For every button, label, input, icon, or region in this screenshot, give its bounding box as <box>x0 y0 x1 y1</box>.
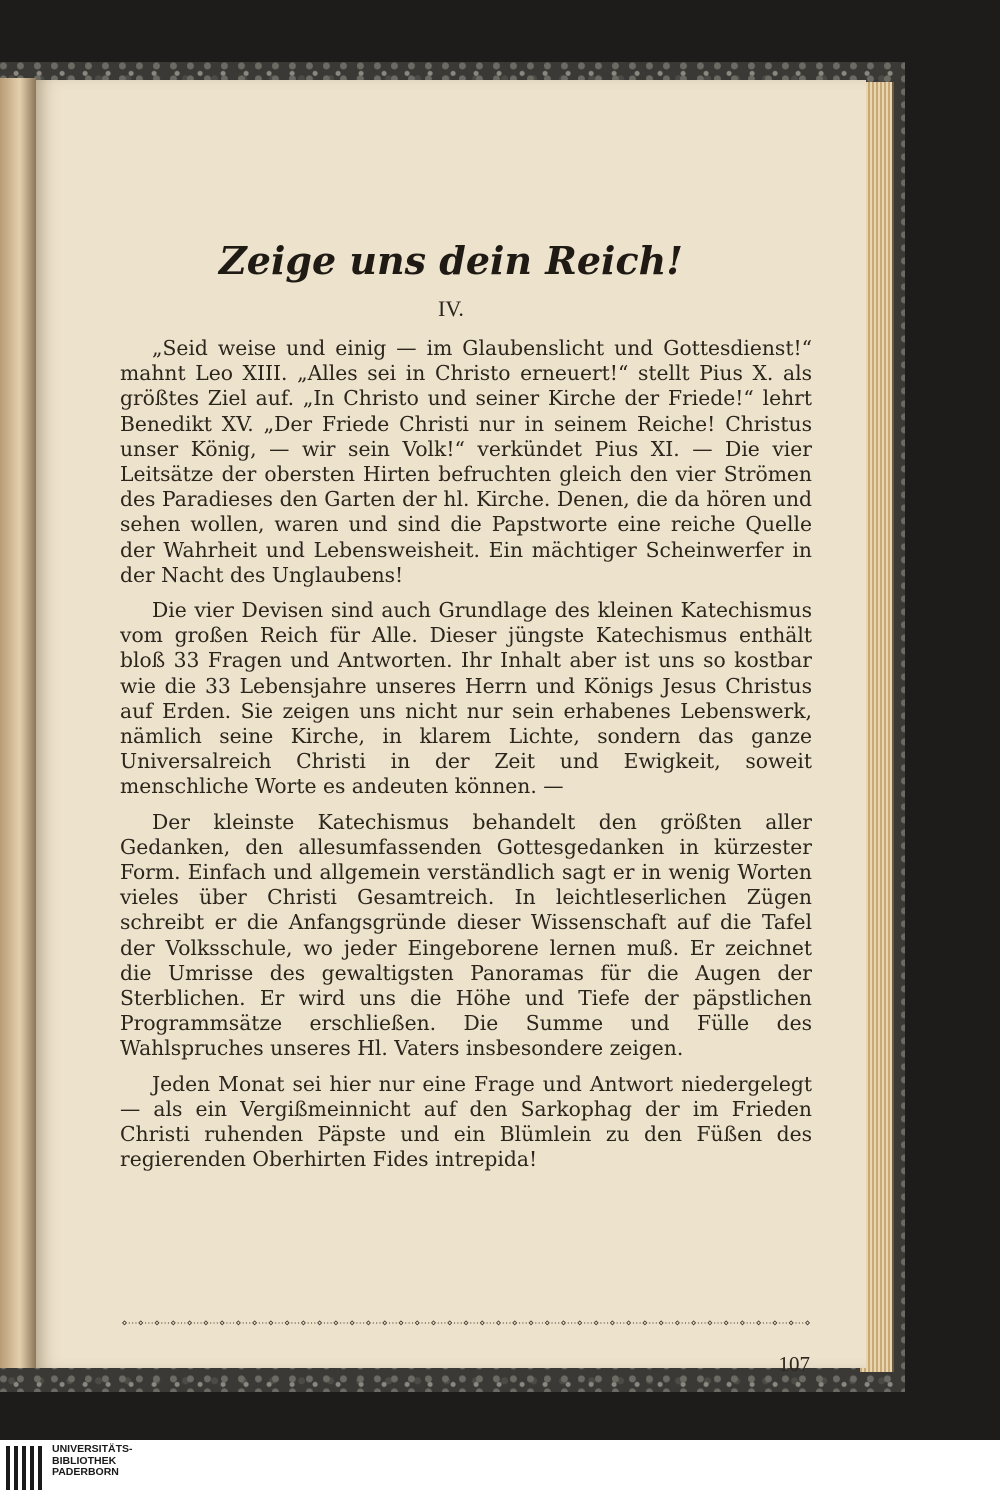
book-page <box>36 80 866 1376</box>
library-logo-icon <box>6 1446 46 1490</box>
paragraph-3: Der kleinste Katechismus behandelt den größten aller Gedanken, den allesumfassenden Gottesgedanken in kürzester Form. Einfach und allgemein verständlich sagt er in wenig Worten vieles über Christi Gesamtreich. In leichtleserlichen Zügen schreibt er die Anfangsgründe dieser Wissenschaft auf die Tafel der Volksschule, wo jeder Eingeborene lernen muß. Er zeichnet die Umrisse des gewaltigsten Panoramas für die Augen der Sterblichen. Er wird uns die Höhe und Tiefe der päpstlichen Programmsätze erschließen. Die Summe und Fülle des Wahlspruches unseres Hl. Vaters insbesondere zeigen. <box>120 809 812 1061</box>
paragraph-4: Jeden Monat sei hier nur eine Frage und Antwort niedergelegt — als ein Vergißmeinnicht auf den Sarkophag der im Frieden Christi ruhenden Päpste und ein Blümlein zu den Füßen des regierenden Oberhirten Fides intrepida! <box>120 1071 812 1172</box>
paragraph-1: „Seid weise und einig — im Glaubenslicht und Gottesdienst!“ mahnt Leo XIII. „Alles sei in Christo erneuert!“ stellt Pius X. als größtes Ziel auf. „In Christo und seiner Kirche der Friede!“ lehrt Benedikt XV. „Der Friede Christi nur in seinem Reiche! Christus unser König, — wir sein Volk!“ verkündet Pius XI. — Die vier Leitsätze der obersten Hirten befruchten gleich den vier Strömen des Paradieses den Garten der hl. Kirche. Denen, die da hören und sehen wollen, waren und sind die Papstworte eine reiche Quelle der Wahrheit und Lebensweisheit. Ein mächtiger Scheinwerfer in der Nacht des Unglaubens! <box>120 336 812 587</box>
body-text <box>120 336 812 1183</box>
library-name-line3: PADERBORN <box>52 1466 119 1478</box>
paragraph-2: Die vier Devisen sind auch Grundlage des kleinen Katechismus vom großen Reich für Alle. Dieser jüngste Katechismus enthält bloß 33 Fragen und Antworten. Ihr Inhalt aber ist uns so kostbar wie die 33 Lebensjahre unseres Herrn und Königs Jesus Christus auf Erden. Sie zeigen uns nicht nur sein erhabenes Lebenswerk, nämlich seine Kirche, in klarem Lichte, sondern das ganze Universalreich Christi in der Zeit und Ewigkeit, soweit menschliche Worte es andeuten können. — <box>120 598 812 799</box>
library-name <box>52 1444 133 1479</box>
library-name-line2: BIBLIOTHEK <box>52 1454 117 1467</box>
left-page-edge <box>0 78 36 1368</box>
library-name-line1: UNIVERSITÄTS- <box>52 1443 133 1455</box>
section-numeral: IV. <box>438 296 464 321</box>
ornament-divider: ⋄⋯⋄⋯⋄⋯⋄⋯⋄⋯⋄⋯⋄⋯⋄⋯⋄⋯⋄⋯⋄⋯⋄⋯⋄⋯⋄⋯⋄⋯⋄⋯⋄⋯⋄⋯⋄⋯⋄⋯⋄⋯⋄⋯⋄⋯⋄⋯⋄⋯⋄⋯⋄⋯⋄⋯⋄⋯⋄⋯⋄⋯⋄⋯⋄⋯⋄⋯⋄⋯⋄⋯⋄⋯⋄⋯⋄⋯⋄⋯⋄⋯⋄⋯⋄ <box>121 1318 811 1329</box>
page-number: 107 <box>778 1352 810 1376</box>
footer-bar <box>0 1440 1000 1492</box>
page-headline: Zeige uns dein Reich! <box>219 238 683 283</box>
